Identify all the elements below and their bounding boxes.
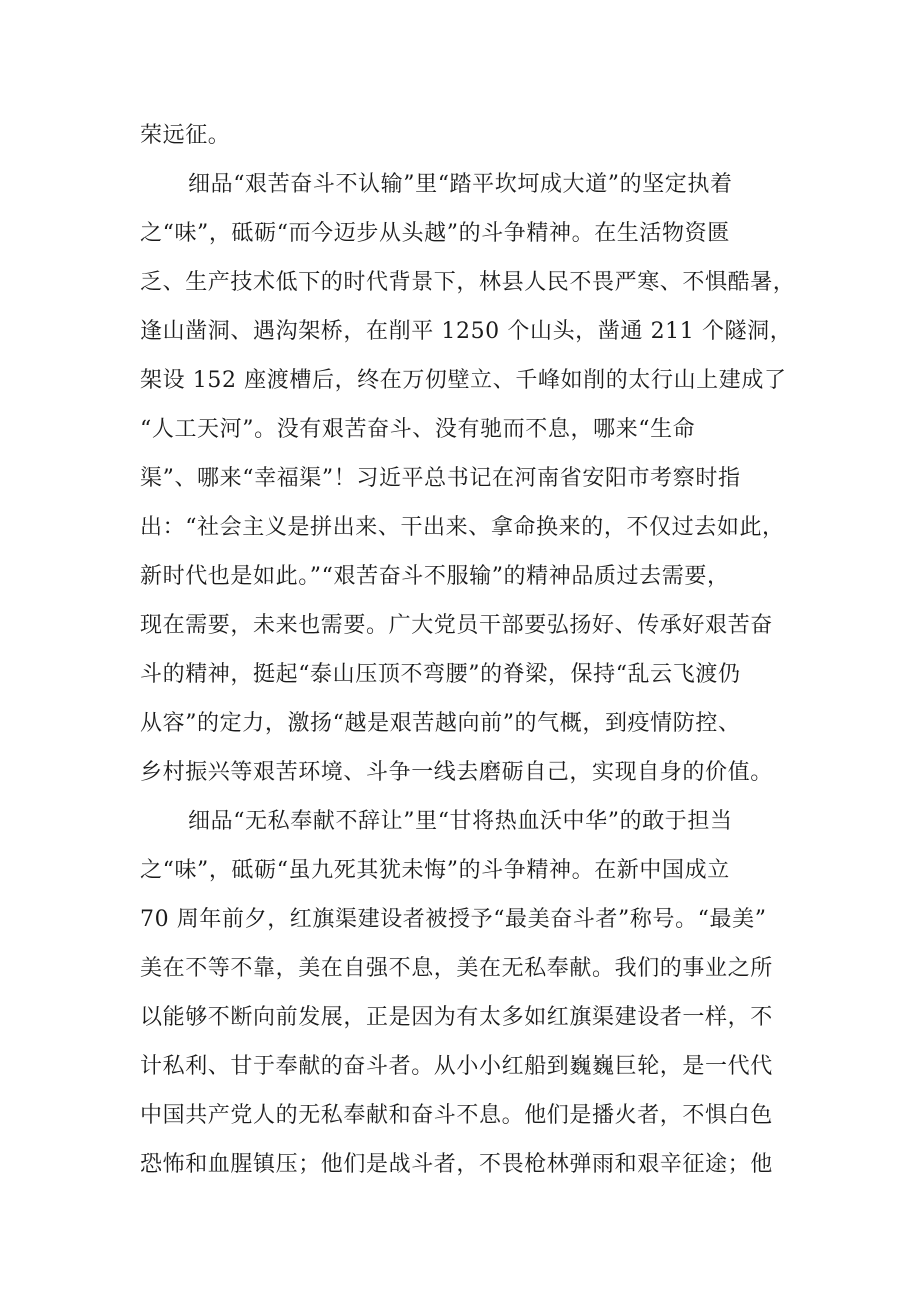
text-line: 从容”的定力，激扬“越是艰苦越向前”的气概，到疫情防控、: [140, 711, 741, 736]
text-line: 恐怖和血腥镇压；他们是战斗者，不畏枪林弹雨和艰辛征途；他: [140, 1152, 773, 1177]
text-line: 中国共产党人的无私奉献和奋斗不息。他们是播火者，不惧白色: [140, 1103, 773, 1128]
paragraph-2-first-line: 细品“无私奉献不辞让”里“甘将热血沃中华”的敢于担当: [188, 809, 733, 834]
text-line: 斗的精神，挺起“泰山压顶不弯腰”的脊梁，保持“乱云飞渡仍: [140, 662, 741, 687]
text-line: 现在需要，未来也需要。广大党员干部要弘扬好、传承好艰苦奋: [140, 613, 773, 638]
text-line: 美在不等不靠，美在自强不息，美在无私奉献。我们的事业之所: [140, 956, 773, 981]
text-line: 架设 152 座渡槽后，终在万仞壁立、千峰如削的太行山上建成了: [140, 368, 787, 393]
text-line: 70 周年前夕，红旗渠建设者被授予“最美奋斗者”称号。“最美”: [140, 907, 767, 932]
text-line: 之“味”，砥砺“虽九死其犹未悔”的斗争精神。在新中国成立: [140, 858, 730, 883]
text-line: 荣远征。: [140, 123, 231, 148]
text-line: “人工天河”。没有艰苦奋斗、没有驰而不息，哪来“生命: [140, 417, 696, 442]
text-line: 以能够不断向前发展，正是因为有太多如红旗渠建设者一样，不: [140, 1005, 773, 1030]
text-line: 出：“社会主义是拼出来、干出来、拿命换来的，不仅过去如此，: [140, 515, 785, 540]
text-line: 乏、生产技术低下的时代背景下，林县人民不畏严寒、不惧酷暑，: [140, 270, 796, 295]
text-line: 之“味”，砥砺“而今迈步从头越”的斗争精神。在生活物资匮: [140, 221, 730, 246]
paragraph-1-first-line: 细品“艰苦奋斗不认输”里“踏平坎坷成大道”的坚定执着: [188, 172, 733, 197]
text-line: 新时代也是如此。”“艰苦奋斗不服输”的精神品质过去需要，: [140, 564, 730, 589]
text-line: 逢山凿洞、遇沟架桥，在削平 1250 个山头，凿通 211 个隧洞，: [140, 319, 793, 344]
text-line: 渠”、哪来“幸福渠”！习近平总书记在河南省安阳市考察时指: [140, 466, 741, 491]
text-line: 乡村振兴等艰苦环境、斗争一线去磨砺自己，实现自身的价值。: [140, 760, 773, 785]
text-line: 计私利、甘于奉献的奋斗者。从小小红船到巍巍巨轮，是一代代: [140, 1054, 773, 1079]
